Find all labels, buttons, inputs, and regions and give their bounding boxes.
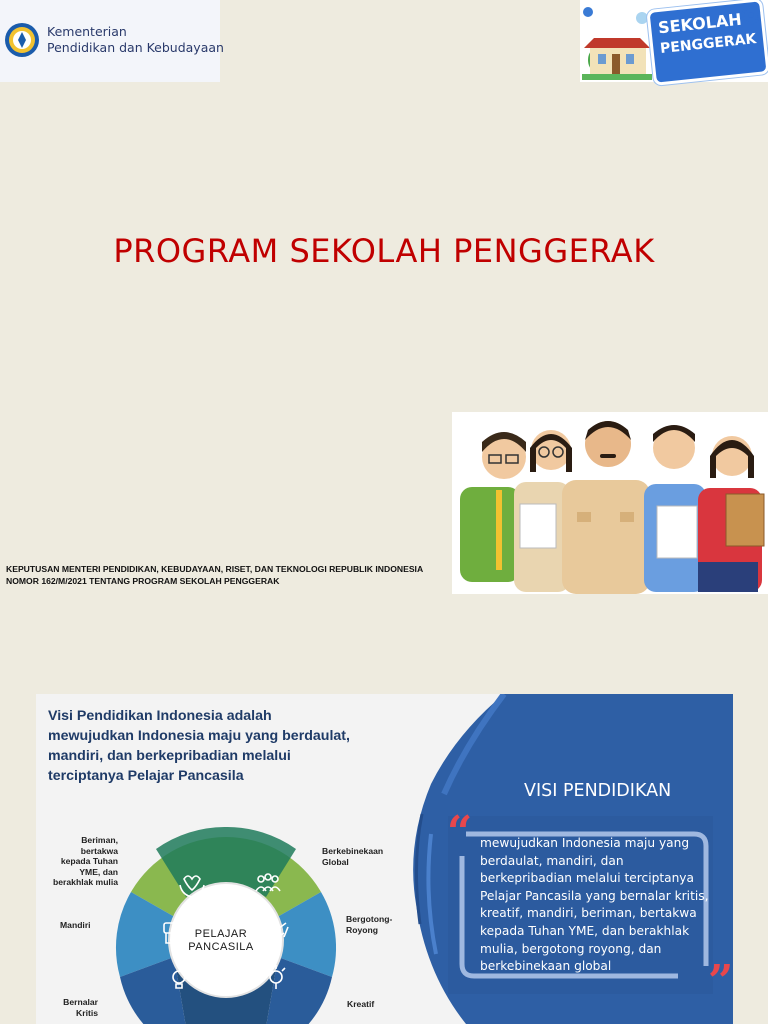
- program-logo-line1: SEKOLAH: [657, 9, 743, 38]
- quote-line: mewujudkan Indonesia maju yang: [480, 836, 690, 850]
- center-label-line: PELAJAR: [194, 928, 248, 940]
- center-label-line: PANCASILA: [188, 941, 254, 953]
- gear-icon: [738, 2, 764, 28]
- label-line: Royong: [346, 924, 378, 935]
- label-line: Bernalar: [63, 997, 98, 1007]
- open-quote-icon: “: [447, 807, 473, 858]
- kemdikbud-seal-icon: [4, 22, 40, 58]
- visi-pendidikan-title: VISI PENDIDIKAN: [524, 781, 672, 801]
- decree-text: [6, 563, 446, 587]
- decree-line: KEPUTUSAN MENTERI PENDIDIKAN, KEBUDAYAAN, RISET, DAN TEKNOLOGI REPUBLIK INDONESIA: [6, 564, 424, 574]
- label-line: Bergotong-: [346, 914, 393, 924]
- quote-line: berkepribadian melalui terciptanya: [480, 871, 694, 886]
- label-line: Berkebinekaan: [322, 846, 384, 856]
- visi-heading-line: mandiri, dan berkepribadian melalui: [48, 748, 291, 764]
- label-line: bertakwa: [80, 845, 118, 856]
- label-line: Beriman,: [81, 835, 118, 845]
- visi-heading: [48, 706, 423, 786]
- label-line: Mandiri: [60, 920, 91, 930]
- people-illustration: [452, 412, 768, 594]
- quote-line: mulia, bergotong royong, dan: [480, 941, 662, 956]
- page-title: PROGRAM SEKOLAH PENGGERAK: [113, 232, 655, 270]
- label-line: Global: [322, 856, 349, 867]
- pancasila-wheel: [96, 827, 356, 1024]
- close-quote-icon: ”: [708, 956, 733, 1007]
- label-line: Kreatif: [347, 999, 375, 1009]
- label-bernalar-kritis: [62, 997, 98, 1018]
- label-mandiri: [60, 920, 91, 931]
- label-line: YME, dan: [79, 866, 118, 877]
- label-berkebinekaan-global: [322, 846, 383, 867]
- label-kreatif: [347, 999, 374, 1010]
- ministry-logo: [0, 0, 224, 82]
- quote-line: Pelajar Pancasila yang bernalar kritis,: [480, 888, 709, 903]
- quote-line: kepada Tuhan YME, dan berakhlak: [480, 923, 690, 938]
- visi-heading-line: mewujudkan Indonesia maju yang berdaulat,: [48, 728, 350, 744]
- label-beriman: [46, 835, 118, 888]
- wheel-center-label: [186, 928, 256, 954]
- quote-line: kreatif, mandiri, beriman, bertakwa: [480, 906, 697, 921]
- visi-quote-text: [480, 835, 712, 976]
- visi-heading-line: terciptanya Pelajar Pancasila: [48, 768, 244, 784]
- label-line: kepada Tuhan: [60, 856, 118, 866]
- visi-heading-line: Visi Pendidikan Indonesia adalah: [48, 708, 272, 724]
- sekolah-penggerak-logo: [580, 0, 768, 82]
- ministry-name-line2: Pendidikan dan Kebudayaan: [47, 40, 224, 55]
- decree-line: NOMOR 162/M/2021 TENTANG PROGRAM SEKOLAH PENGGERAK: [6, 576, 280, 586]
- quote-line: berkebinekaan global: [480, 959, 612, 974]
- visi-panel: [36, 694, 733, 1024]
- label-line: Kritis: [76, 1007, 98, 1018]
- quote-line: berdaulat, mandiri, dan: [480, 853, 624, 868]
- label-bergotong-royong: [346, 914, 392, 935]
- label-line: berakhlak mulia: [53, 877, 118, 887]
- ministry-name-line1: Kementerian: [47, 24, 127, 39]
- program-logo-line2: PENGGERAK: [659, 30, 758, 58]
